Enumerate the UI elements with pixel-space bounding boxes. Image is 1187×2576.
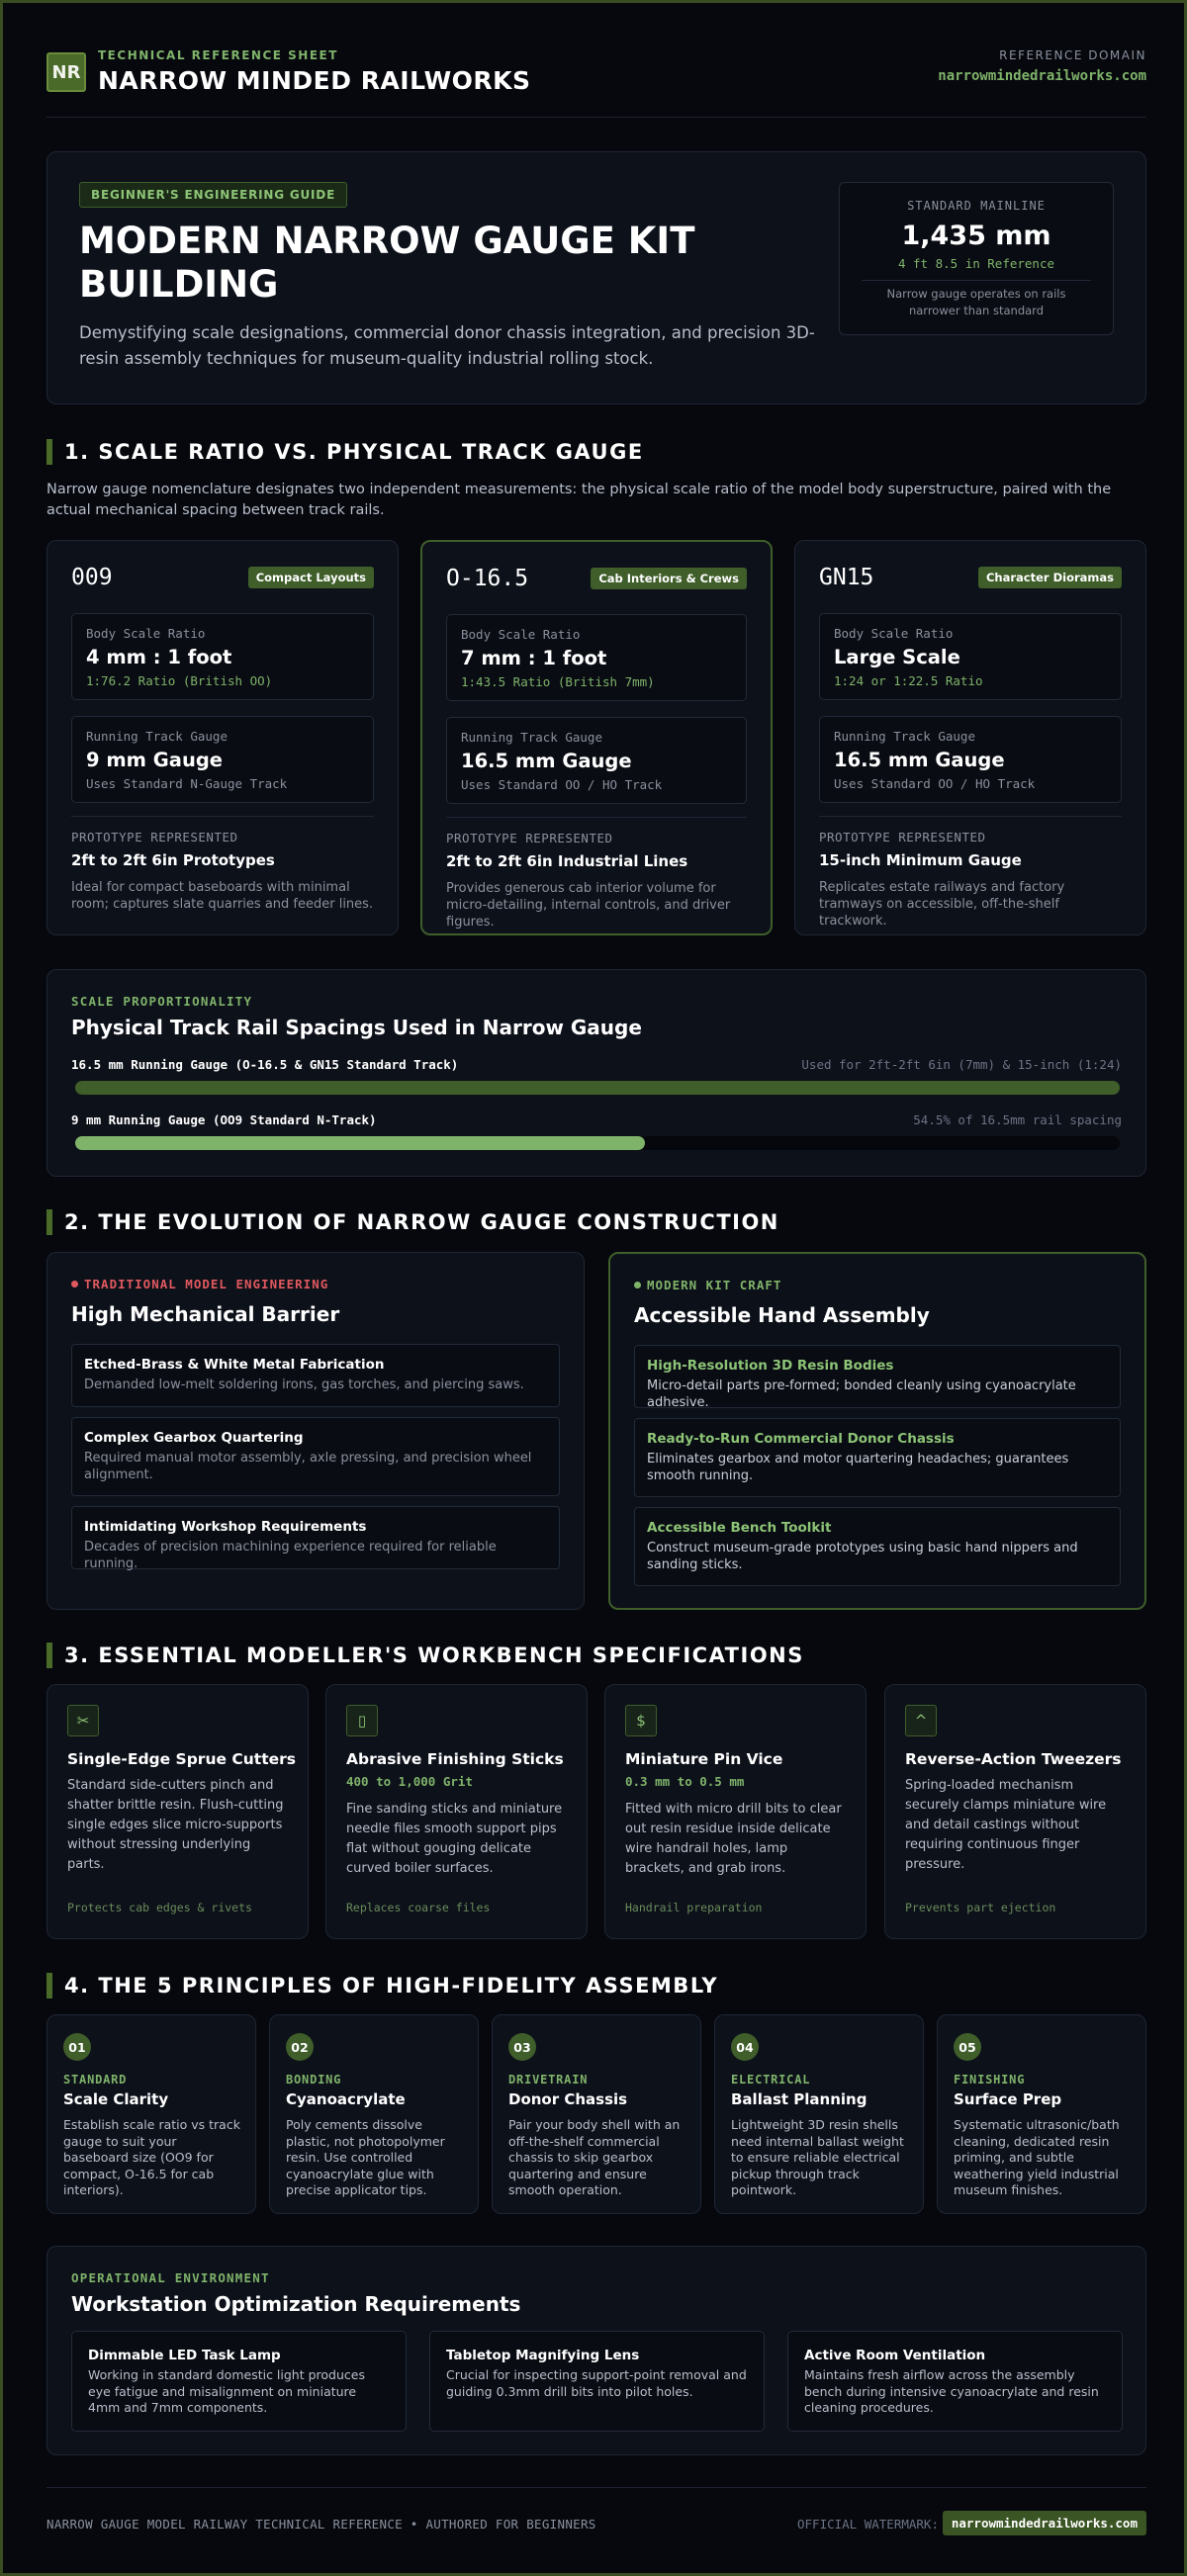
body-scale-value: 4 mm : 1 foot	[86, 646, 232, 668]
tool-card	[884, 1684, 1146, 1939]
workstation-card	[46, 2246, 1146, 2455]
tool-title: Single-Edge Sprue Cutters	[67, 1750, 297, 1768]
principle-description: Pair your body shell with an off-the-shelf commercial chassis to skip gearbox quartering and ensure smooth operation.	[508, 2117, 681, 2197]
scale-name: GN15	[819, 565, 874, 590]
body-scale-box	[819, 613, 1122, 700]
bar-track-9	[75, 1136, 1120, 1150]
modern-card	[608, 1252, 1146, 1610]
prototype-label: PROTOTYPE REPRESENTED	[819, 830, 986, 844]
tool-footnote: Protects cab edges & rivets	[67, 1901, 252, 1914]
modern-kicker	[634, 1278, 781, 1292]
body-scale-label: Body Scale Ratio	[834, 626, 954, 641]
principle-number: 05	[954, 2033, 981, 2061]
header-divider	[46, 117, 1146, 118]
section-title: 4. THE 5 PRINCIPLES OF HIGH-FIDELITY ASSEMBLY	[64, 1974, 719, 1998]
item-title: Ready-to-Run Commercial Donor Chassis	[647, 1431, 955, 1447]
domain-link[interactable]: narrowmindedrailworks.com	[938, 68, 1146, 84]
tool-title: Reverse-Action Tweezers	[905, 1750, 1122, 1768]
tool-description: Fine sanding sticks and miniature needle files smooth support pips flat without gouging delicate curved boiler surfaces.	[346, 1802, 563, 1876]
workstation-item	[71, 2331, 407, 2432]
tool-title: Miniature Pin Vice	[625, 1750, 783, 1768]
item-desc: Crucial for inspecting support-point removal and guiding 0.3mm drill bits into pilot holes.	[446, 2367, 747, 2399]
track-gauge-value: 16.5 mm Gauge	[834, 749, 1005, 771]
sanding-stick-icon: ▯	[346, 1705, 378, 1736]
body-scale-note: 1:76.2 Ratio (British OO)	[86, 673, 273, 688]
track-gauge-note: Uses Standard N-Gauge Track	[86, 776, 288, 791]
item-title: Complex Gearbox Quartering	[84, 1430, 304, 1446]
track-gauge-note: Uses Standard OO / HO Track	[461, 777, 663, 792]
site-title: NARROW MINDED RAILWORKS	[98, 66, 531, 95]
standard-divider	[862, 280, 1091, 281]
footer-divider	[46, 2487, 1146, 2488]
principle-title: Scale Clarity	[63, 2090, 169, 2108]
prototype-title: 2ft to 2ft 6in Industrial Lines	[446, 852, 688, 870]
proportion-kicker: SCALE PROPORTIONALITY	[71, 994, 253, 1009]
principle-number: 02	[286, 2033, 314, 2061]
scale-card-1	[46, 540, 399, 935]
standard-value: 1,435 mm	[901, 221, 1051, 251]
tool-card	[325, 1684, 588, 1939]
item-title: Accessible Bench Toolkit	[647, 1520, 832, 1536]
bar-fill-16-5	[75, 1081, 1120, 1095]
modern-title: Accessible Hand Assembly	[634, 1303, 930, 1327]
tool-description: Standard side-cutters pinch and shatter brittle resin. Flush-cutting single edges slice micro-supports without stressing underlying parts.	[67, 1778, 284, 1872]
tool-spec: 400 to 1,000 Grit	[346, 1774, 473, 1789]
principle-title: Cyanoacrylate	[286, 2090, 406, 2108]
section-marker	[46, 439, 52, 465]
watermark-badge[interactable]: narrowmindedrailworks.com	[943, 2511, 1146, 2535]
proportion-card	[46, 969, 1146, 1177]
traditional-kicker-text: TRADITIONAL MODEL ENGINEERING	[84, 1277, 329, 1291]
track-gauge-box	[819, 716, 1122, 803]
card-divider	[446, 817, 747, 818]
traditional-item	[71, 1506, 560, 1569]
prototype-title: 15-inch Minimum Gauge	[819, 851, 1022, 869]
prototype-description: Replicates estate railways and factory tramways on accessible, off-the-shelf trackwork.	[819, 880, 1065, 929]
principle-title: Donor Chassis	[508, 2090, 628, 2108]
item-title: Dimmable LED Task Lamp	[88, 2348, 281, 2363]
modern-item	[634, 1418, 1121, 1497]
workstation-item	[787, 2331, 1123, 2432]
bar-note-16-5: Used for 2ft-2ft 6in (7mm) & 15-inch (1:24)	[801, 1057, 1122, 1072]
hero-title: MODERN NARROW GAUGE KIT BUILDING	[79, 220, 695, 306]
principle-category: DRIVETRAIN	[508, 2073, 589, 2087]
traditional-item	[71, 1344, 560, 1407]
footer-text: NARROW GAUGE MODEL RAILWAY TECHNICAL REFERENCE • AUTHORED FOR BEGINNERS	[46, 2517, 596, 2532]
traditional-card	[46, 1252, 585, 1610]
standard-note: Narrow gauge operates on rails narrower than standard	[886, 287, 1066, 317]
logo-badge: NR	[46, 52, 86, 92]
section-marker	[46, 1209, 52, 1235]
body-scale-label: Body Scale Ratio	[86, 626, 206, 641]
principle-category: STANDARD	[63, 2073, 128, 2087]
workstation-title: Workstation Optimization Requirements	[71, 2292, 521, 2316]
tool-footnote: Prevents part ejection	[905, 1901, 1056, 1914]
modern-item	[634, 1345, 1121, 1408]
principle-card	[714, 2014, 924, 2214]
section-title: 3. ESSENTIAL MODELLER'S WORKBENCH SPECIFICATIONS	[64, 1643, 804, 1667]
body-scale-note: 1:43.5 Ratio (British 7mm)	[461, 674, 655, 689]
principle-category: ELECTRICAL	[731, 2073, 811, 2087]
section-1-intro: Narrow gauge nomenclature designates two independent measurements: the physical scale ratio of the model body superstructure, paired with the actual mechanical spacing between track rails.	[46, 482, 1112, 518]
principle-number: 04	[731, 2033, 759, 2061]
watermark-label: OFFICIAL WATERMARK:	[797, 2517, 939, 2532]
tweezers-icon: ^	[905, 1705, 937, 1736]
item-desc: Decades of precision machining experience required for reliable running.	[84, 1540, 497, 1571]
standard-mainline-box	[839, 182, 1114, 335]
use-case-pill: Cab Interiors & Crews	[591, 568, 747, 589]
item-desc: Maintains fresh airflow across the assembly bench during intensive cyanoacrylate and resin cleaning procedures.	[804, 2367, 1099, 2415]
section-title: 1. SCALE RATIO VS. PHYSICAL TRACK GAUGE	[64, 440, 644, 464]
tool-description: Fitted with micro drill bits to clear out resin residue inside delicate wire handrail holes, lamp brackets, and grab irons.	[625, 1802, 842, 1876]
track-gauge-box	[71, 716, 374, 803]
item-title: Etched-Brass & White Metal Fabrication	[84, 1357, 385, 1373]
principle-category: BONDING	[286, 2073, 342, 2087]
principle-description: Systematic ultrasonic/bath cleaning, dedicated resin priming, and subtle weathering yield industrial museum finishes.	[954, 2117, 1120, 2197]
principle-card	[46, 2014, 256, 2214]
section-title: 2. THE EVOLUTION OF NARROW GAUGE CONSTRUCTION	[64, 1210, 779, 1234]
status-dot-icon	[71, 1281, 78, 1288]
track-gauge-box	[446, 717, 747, 804]
section-marker	[46, 1973, 52, 1999]
hero-description: Demystifying scale designations, commercial donor chassis integration, and precision 3D-resin assembly techniques for museum-quality industrial rolling stock.	[79, 323, 815, 368]
item-title: Tabletop Magnifying Lens	[446, 2348, 640, 2363]
track-gauge-label: Running Track Gauge	[461, 730, 602, 745]
card-divider	[71, 816, 374, 817]
use-case-pill: Compact Layouts	[248, 567, 374, 588]
tool-title: Abrasive Finishing Sticks	[346, 1750, 564, 1768]
prototype-label: PROTOTYPE REPRESENTED	[71, 830, 238, 844]
workstation-item	[429, 2331, 765, 2432]
tool-description: Spring-loaded mechanism securely clamps miniature wire and detail castings without requiring continuous finger pressure.	[905, 1778, 1107, 1872]
item-desc: Micro-detail parts pre-formed; bonded cleanly using cyanoacrylate adhesive.	[647, 1378, 1076, 1410]
card-divider	[819, 816, 1122, 817]
traditional-title: High Mechanical Barrier	[71, 1302, 340, 1326]
principle-title: Surface Prep	[954, 2090, 1062, 2108]
scale-card-2	[420, 540, 773, 935]
principle-number: 03	[508, 2033, 536, 2061]
site-footer	[46, 2505, 1146, 2544]
body-scale-label: Body Scale Ratio	[461, 627, 581, 642]
tool-card	[604, 1684, 867, 1939]
prototype-description: Provides generous cab interior volume for micro-detailing, internal controls, and driver figures.	[446, 881, 731, 930]
principle-card	[492, 2014, 701, 2214]
status-dot-icon	[634, 1282, 641, 1288]
item-title: High-Resolution 3D Resin Bodies	[647, 1358, 894, 1374]
item-desc: Required manual motor assembly, axle pressing, and precision wheel alignment.	[84, 1451, 532, 1482]
body-scale-value: 7 mm : 1 foot	[461, 647, 607, 669]
body-scale-box	[71, 613, 374, 700]
prototype-title: 2ft to 2ft 6in Prototypes	[71, 851, 275, 869]
item-desc: Eliminates gearbox and motor quartering headaches; guarantees smooth running.	[647, 1452, 1069, 1483]
item-desc: Construct museum-grade prototypes using basic hand nippers and sanding sticks.	[647, 1541, 1078, 1572]
item-title: Active Room Ventilation	[804, 2348, 986, 2363]
principle-category: FINISHING	[954, 2073, 1026, 2087]
tool-spec: 0.3 mm to 0.5 mm	[625, 1774, 745, 1789]
bar-label-9: 9 mm Running Gauge (OO9 Standard N-Track)	[71, 1112, 377, 1127]
track-gauge-label: Running Track Gauge	[834, 729, 975, 744]
traditional-kicker	[71, 1277, 328, 1291]
bar-label-16-5: 16.5 mm Running Gauge (O-16.5 & GN15 Standard Track)	[71, 1057, 459, 1072]
site-header	[46, 48, 1146, 118]
principle-card	[937, 2014, 1146, 2214]
proportion-title: Physical Track Rail Spacings Used in Narrow Gauge	[71, 1016, 642, 1039]
track-gauge-label: Running Track Gauge	[86, 729, 228, 744]
modern-item	[634, 1507, 1121, 1586]
scale-name: O-16.5	[446, 566, 529, 591]
principle-title: Ballast Planning	[731, 2090, 867, 2108]
section-marker	[46, 1643, 52, 1668]
tool-footnote: Replaces coarse files	[346, 1901, 491, 1914]
scale-name: 009	[71, 565, 113, 590]
body-scale-note: 1:24 or 1:22.5 Ratio	[834, 673, 983, 688]
tool-card	[46, 1684, 309, 1939]
guide-badge: BEGINNER'S ENGINEERING GUIDE	[79, 182, 347, 208]
item-desc: Demanded low-melt soldering irons, gas torches, and piercing saws.	[84, 1377, 524, 1392]
tool-footnote: Handrail preparation	[625, 1901, 763, 1914]
item-title: Intimidating Workshop Requirements	[84, 1519, 367, 1535]
scale-card-3	[794, 540, 1146, 935]
item-desc: Working in standard domestic light produces eye fatigue and misalignment on miniature 4mm and 7mm components.	[88, 2367, 365, 2415]
standard-sub: 4 ft 8.5 in Reference	[897, 256, 1055, 271]
hero-card	[46, 151, 1146, 404]
principle-number: 01	[63, 2033, 91, 2061]
modern-kicker-text: MODERN KIT CRAFT	[647, 1278, 782, 1292]
body-scale-box	[446, 614, 747, 701]
principle-description: Lightweight 3D resin shells need internal ballast weight to ensure reliable electrical pickup through track pointwork.	[731, 2117, 904, 2197]
prototype-label: PROTOTYPE REPRESENTED	[446, 831, 613, 845]
body-scale-value: Large Scale	[834, 646, 960, 668]
track-gauge-value: 16.5 mm Gauge	[461, 750, 632, 772]
domain-label: REFERENCE DOMAIN	[999, 48, 1146, 62]
principle-description: Poly cements dissolve plastic, not photopolymer resin. Use controlled cyanoacrylate glue with precise applicator tips.	[286, 2117, 445, 2197]
pin-vice-icon: $	[625, 1705, 657, 1736]
cutter-icon: ✂	[67, 1705, 99, 1736]
traditional-item	[71, 1417, 560, 1496]
workstation-kicker: OPERATIONAL ENVIRONMENT	[71, 2270, 270, 2285]
principle-description: Establish scale ratio vs track gauge to suit your baseboard size (OO9 for compact, O-16.5 for cab interiors).	[63, 2117, 240, 2197]
header-kicker: TECHNICAL REFERENCE SHEET	[98, 48, 338, 62]
principle-card	[269, 2014, 479, 2214]
track-gauge-note: Uses Standard OO / HO Track	[834, 776, 1036, 791]
standard-label: STANDARD MAINLINE	[907, 199, 1046, 213]
bar-fill-9	[75, 1136, 645, 1150]
prototype-description: Ideal for compact baseboards with minimal room; captures slate quarries and feeder lines.	[71, 880, 374, 912]
use-case-pill: Character Dioramas	[978, 567, 1122, 588]
bar-note-9: 54.5% of 16.5mm rail spacing	[913, 1112, 1122, 1127]
bar-track-16-5	[75, 1081, 1120, 1095]
track-gauge-value: 9 mm Gauge	[86, 749, 224, 771]
